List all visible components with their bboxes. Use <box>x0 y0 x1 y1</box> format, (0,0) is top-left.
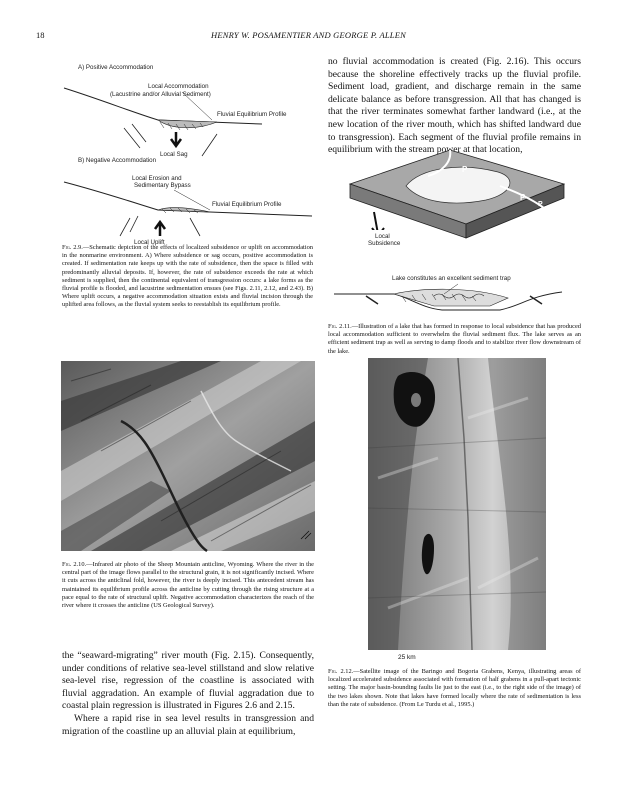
right-column-top-text <box>328 56 581 157</box>
symbol-p: P <box>520 193 526 202</box>
panel-a-title: A) Positive Accommodation <box>78 64 154 71</box>
fig-2-9-caption <box>62 244 313 310</box>
air-photo-image <box>61 361 315 551</box>
fig-2-12-caption-body: —Satellite image of the Baringo and Bogoria Grabens, Kenya, illustrating areas of localized accelerated subsidence associated with formation of half grabens in a pull-apart tectonic setting. The major basin-bounding faults lie just to the east (i.e., to the right side of the image) of the two lakes shown. Note that lakes have formed locally where the rate of sedimentation is less than the rate of subsidence. (From Le Turdu et al., 1995.) <box>328 668 581 708</box>
fig-2-10-caption <box>62 561 314 610</box>
fig-2-11-caption-lead: Fig. 2.11. <box>328 323 352 330</box>
right-column-paragraph: no fluvial accommodation is created (Fig. 2.16). This occurs because the shoreline effectively tracks up the fluvial profile. Sediment load, gradient, and discharge remain in the same delicate balance as before transgression. All that has changed is that the river terminates somewhat farther landward (i.e., at the new location of the river mouth, which has shifted landward due to transgression). Each segment of the fluvial profile remains in equilibrium with the stream power at that location, <box>328 56 581 156</box>
label-local-erosion: Local Erosion and <box>132 175 182 182</box>
fig-2-11-diagram <box>330 146 580 324</box>
arrow-down-icon <box>171 132 181 146</box>
label-lacustrine-sediment: (Lacustrine and/or Alluvial Sediment) <box>110 91 211 98</box>
label-local-accommodation: Local Accommodation <box>148 83 209 90</box>
fig-2-9-caption-body: —Schematic depiction of the effects of localized subsidence or uplift on accommodation in the nonmarine environment. A) Where subsidence or sag occurs, positive accommodation is created. If sedimentation rate keeps up with the rate of subsidence, then the space is filled with predominantly alluvial deposits. If, however, the rate of subsidence exceeds the rate at which sediment is supplied, then the continental equivalent of transgression occurs: a lake forms as the fluvial profile is flooded, and lacustrine sedimentation ensues (see Figs. 2.11, 2.12, and 2.43). B) Where uplift occurs, a negative accommodation situation exists and fluvial incision through the uplifted area follows, as the fluvial system seeks to reestablish its equilibrium profile. <box>62 244 313 309</box>
label-sediment-trap: Lake constitutes an excellent sediment trap <box>392 275 511 282</box>
label-subsidence: Subsidence <box>368 240 401 247</box>
label-sedimentary-bypass: Sedimentary Bypass <box>134 182 191 189</box>
label-local: Local <box>375 233 390 240</box>
scale-label: 25 km <box>398 654 416 661</box>
label-fluvial-profile-a: Fluvial Equilibrium Profile <box>217 111 287 118</box>
panel-b-title: B) Negative Accommodation <box>78 157 157 164</box>
fig-2-12-caption-lead: Fig. 2.12. <box>328 668 354 675</box>
leader-b <box>174 190 210 210</box>
arrow-up-icon <box>155 222 165 236</box>
label-fluvial-profile-b: Fluvial Equilibrium Profile <box>212 201 282 208</box>
running-title: HENRY W. POSAMENTIER AND GEORGE P. ALLEN <box>210 30 406 40</box>
symbol-p: P <box>462 165 468 174</box>
satellite-image <box>368 358 546 650</box>
label-local-sag: Local Sag <box>160 151 188 158</box>
label-local-uplift: Local Uplift <box>134 239 165 246</box>
lake-fill-a <box>158 120 217 128</box>
fig-2-10-caption-lead: Fig. 2.10. <box>62 561 87 568</box>
left-paragraph-1: the “seaward-migrating” river mouth (Fig. 2.15). Consequently, under conditions of relative sea-level stillstand and slow relative sea-level rise, regression of the coastline is associated with fluvial aggradation. An example of fluvial aggradation due to coastal plain regression is illustrated in Figures 2.6 and 2.15. <box>62 650 314 712</box>
left-column-bottom-text <box>62 650 314 738</box>
fig-2-11-caption-body: —Illustration of a lake that has formed in response to local subsidence that has produced local accommodation sufficient to overwhelm the fluvial sediment flux. The lake serves as an efficient sediment trap as well as serving to damp floods and to stabilize river flow downstream of the lake. <box>328 323 581 355</box>
left-paragraph-2: Where a rapid rise in sea level results in transgression and migration of the coastline up an alluvial plain at equilibrium, <box>62 712 314 737</box>
fig-2-10-air-photo <box>61 361 315 551</box>
fig-2-10-caption-body: —Infrared air photo of the Sheep Mountain anticline, Wyoming. Where the river in the central part of the image flows parallel to the structural grain, it is not significantly incised. Where it cuts across the anticlinal fold, however, the river is deeply incised. This antecedent stream has maintained its equilibrium profile across the anticline by cutting through the rising structure at a pace equal to the rate of structural uplift. Negative accommodation characterizes the reach of the river where it crosses the anticline (US Geological Survey). <box>62 561 314 610</box>
page-number: 18 <box>36 30 45 40</box>
fig-2-9-diagram <box>62 60 312 246</box>
fig-2-12-caption <box>328 668 581 709</box>
fig-2-11-caption <box>328 323 581 356</box>
fig-2-9-caption-lead: Fig. 2.9. <box>62 244 83 251</box>
fig-2-12-satellite-image <box>368 358 546 650</box>
symbol-p: P <box>538 201 543 208</box>
